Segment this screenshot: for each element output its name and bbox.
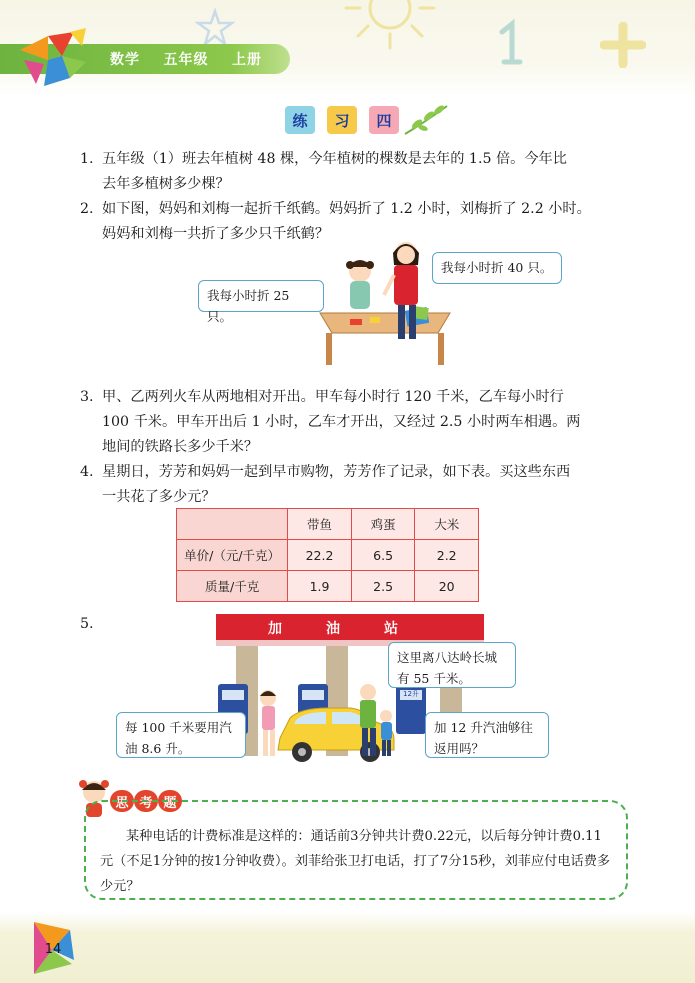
title-char-2: 习 <box>327 106 357 134</box>
table-row <box>177 540 479 571</box>
think-label-char: 题 <box>158 790 182 812</box>
speech-bubble-mother: 我每小时折 40 只。 <box>432 252 562 284</box>
star-doodle <box>195 8 235 48</box>
question-number: 4. <box>80 464 94 480</box>
title-char-3: 四 <box>369 106 399 134</box>
question-number: 3. <box>80 389 94 405</box>
table-header-row <box>177 509 479 540</box>
question-number: 5. <box>80 616 94 632</box>
speech-bubble-child: 加 12 升汽油够往返用吗？ <box>425 712 549 758</box>
price-table <box>176 508 479 602</box>
speech-bubble-man: 这里离八达岭长城有 55 千米。 <box>388 642 516 688</box>
speech-bubble-girl-station: 每 100 千米要用汽油 8.6 升。 <box>116 712 246 758</box>
gas-station-sign <box>268 617 398 639</box>
number-one-doodle <box>492 18 532 68</box>
exercise-title <box>275 98 455 142</box>
question-line: 地间的铁路长多少千米？ <box>102 439 259 455</box>
sign-char: 加 <box>268 621 282 637</box>
table-row-header: 质量/千克 <box>177 571 288 602</box>
table-cell: 2.2 <box>415 540 479 571</box>
table-column-header: 鸡蛋 <box>351 509 415 540</box>
question-number: 2. <box>80 201 94 217</box>
question-line: 星期日，芳芳和妈妈一起到早市购物，芳芳作了记录，如下表。买这些东西 <box>102 464 571 480</box>
table-cell: 1.9 <box>288 571 352 602</box>
table-cell: 2.5 <box>351 571 415 602</box>
table-cell: 6.5 <box>351 540 415 571</box>
pump-label: 12升 <box>403 690 419 698</box>
question-line: 甲、乙两列火车从两地相对开出。甲车每小时行 120 千米，乙车每小时行 <box>102 389 564 405</box>
think-label-char: 考 <box>134 790 158 812</box>
table-cell: 22.2 <box>288 540 352 571</box>
think-question-text: 某种电话的计费标准是这样的：通话前3分钟共计费0.22元，以后每分钟计费0.11元（不足1分钟的按1分钟收费）。刘菲给张卫打电话，打了7分15秒，刘菲应付电话费多少元？ <box>100 829 611 894</box>
header-title: 数学 五年级 上册 <box>110 52 262 68</box>
title-char-1: 练 <box>285 106 315 134</box>
question-line: 如下图，妈妈和刘梅一起折千纸鹤。妈妈折了 1.2 小时，刘梅折了 2.2 小时。 <box>102 201 591 217</box>
page-number: 14 <box>44 942 62 957</box>
table-cell: 20 <box>415 571 479 602</box>
question-line: 去年多植树多少棵？ <box>102 176 230 192</box>
think-question <box>100 824 615 899</box>
leaf-sprig-icon <box>401 102 451 138</box>
table-column-header: 带鱼 <box>288 509 352 540</box>
bottom-band <box>0 912 695 983</box>
table-cell <box>177 509 288 540</box>
sign-char: 站 <box>384 621 398 637</box>
speech-bubble-girl: 我每小时折 25 只。 <box>198 280 324 312</box>
sign-char: 油 <box>326 621 340 637</box>
sun-doodle <box>330 0 450 60</box>
question-line: 五年级（1）班去年植树 48 棵，今年植树的棵数是去年的 1.5 倍。今年比 <box>102 151 567 167</box>
table-row <box>177 571 479 602</box>
question-line: 一共花了多少元？ <box>102 489 216 505</box>
think-label-char: 思 <box>110 790 134 812</box>
tangram-logo <box>14 26 94 92</box>
table-column-header: 大米 <box>415 509 479 540</box>
plus-doodle <box>600 22 646 68</box>
table-row-header: 单价/（元/千克） <box>177 540 288 571</box>
question-line: 100 千米。甲车开出后 1 小时，乙车才开出，又经过 2.5 小时两车相遇。两 <box>102 414 581 430</box>
question-number: 1. <box>80 151 94 167</box>
question-line: 妈妈和刘梅一共折了多少只千纸鹤？ <box>102 226 330 242</box>
